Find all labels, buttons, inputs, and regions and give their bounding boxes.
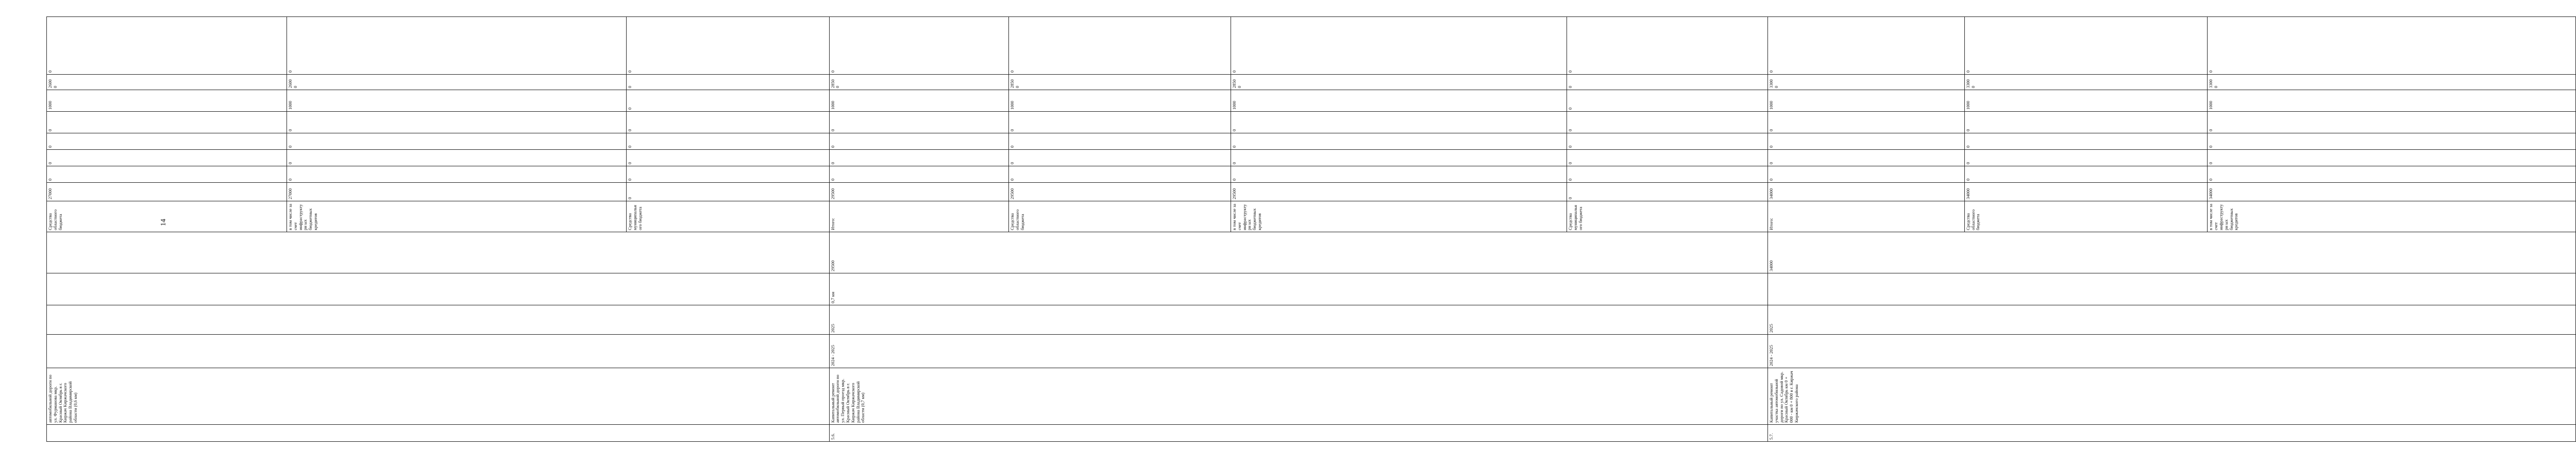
- funding-source-label: Итого:: [1768, 201, 1965, 232]
- funding-value-cell: 0: [2208, 166, 2575, 183]
- document-table-frame: [46, 17, 2239, 442]
- funding-value-cell: 0: [2208, 112, 2575, 133]
- funding-value-cell: 2850 0: [1009, 75, 1231, 90]
- funding-value-cell: 0: [829, 166, 1009, 183]
- funding-value-cell: 0: [1964, 133, 2208, 150]
- funding-value-cell: 0: [1009, 150, 1231, 166]
- funding-value-cell: 0: [1231, 150, 1567, 166]
- funding-value-cell: 0: [1964, 166, 2208, 183]
- funding-value-cell: 0: [47, 17, 287, 75]
- funding-value-cell: 27000: [47, 183, 287, 201]
- funding-value-cell: 0: [1567, 112, 1768, 133]
- funding-value-cell: 27000: [287, 183, 627, 201]
- funding-source-label: Средства областного бюджета: [47, 201, 287, 232]
- rotated-table-container: [46, 17, 2239, 442]
- measure-number-cell: 5.6.: [829, 425, 1767, 442]
- funding-value-cell: 3300 0: [2208, 75, 2575, 90]
- page-number: 14: [160, 219, 167, 226]
- funding-value-cell: 0: [1231, 17, 1567, 75]
- funding-value-cell: 0: [287, 166, 627, 183]
- funding-value-cell: 29500: [829, 183, 1009, 201]
- funding-value-cell: 0: [1567, 183, 1768, 201]
- measure-name-cell: автомобильной дороги по ул. Фурманова мкр. Красный Октябрь в г. Киржач Киржачского района Владимирской области (0,6 км): [47, 368, 830, 425]
- funding-value-cell: 0: [627, 166, 830, 183]
- funding-value-cell: 34000: [1964, 183, 2208, 201]
- funding-source-label: Средства областного бюджета: [1009, 201, 1231, 232]
- funding-value-cell: 0: [1768, 133, 1965, 150]
- measure-number-cell: 5.7.: [1768, 425, 2576, 442]
- funding-value-cell: 0: [829, 150, 1009, 166]
- funding-value-cell: 0: [47, 150, 287, 166]
- funding-value-cell: 2600 0: [47, 75, 287, 90]
- funding-value-cell: 0: [1567, 90, 1768, 112]
- implementation-period-cell: 2024 - 2025: [1768, 335, 2576, 368]
- funding-value-cell: 0: [1768, 150, 1965, 166]
- capacity-cell: [47, 273, 830, 305]
- implementation-period-cell: [47, 335, 830, 368]
- funding-value-cell: 0: [1768, 166, 1965, 183]
- funding-value-cell: 3300 0: [1964, 75, 2208, 90]
- program-measures-table: [46, 16, 2576, 442]
- funding-value-cell: 1000: [1009, 90, 1231, 112]
- funding-value-cell: 0: [627, 90, 830, 112]
- measure-number-cell: [47, 425, 830, 442]
- funding-value-cell: 0: [1009, 133, 1231, 150]
- funding-value-cell: 1000: [1964, 90, 2208, 112]
- funding-value-cell: 1000: [2208, 90, 2575, 112]
- funding-value-cell: 0: [627, 75, 830, 90]
- funding-value-cell: 0: [829, 17, 1009, 75]
- funding-value-cell: 0: [1567, 75, 1768, 90]
- funding-source-label: Средства муниципального бюджета: [1567, 201, 1768, 232]
- funding-value-cell: 2600 0: [287, 75, 627, 90]
- funding-value-cell: 0: [287, 150, 627, 166]
- funding-source-label: Итого:: [829, 201, 1009, 232]
- funding-value-cell: 0: [1009, 17, 1231, 75]
- funding-value-cell: 0: [627, 150, 830, 166]
- funding-value-cell: 34000: [1768, 183, 1965, 201]
- commissioning-year-cell: [47, 305, 830, 335]
- funding-value-cell: 0: [1768, 17, 1965, 75]
- table-row: [1768, 17, 1965, 442]
- funding-value-cell: 0: [1567, 150, 1768, 166]
- funding-value-cell: 29500: [1231, 183, 1567, 201]
- funding-value-cell: 0: [1009, 112, 1231, 133]
- funding-value-cell: 0: [1768, 112, 1965, 133]
- measure-name-cell: Капитальный ремонт участка автомобильной дороги по ул. Садовой мкр. Красный Октябрь км 0 + 000 - км 0 + 800 в г. Киржач Киржачского района: [1768, 368, 2576, 425]
- funding-value-cell: 2850 0: [1231, 75, 1567, 90]
- funding-value-cell: 0: [1231, 133, 1567, 150]
- funding-value-cell: 0: [627, 17, 830, 75]
- funding-value-cell: 0: [1009, 166, 1231, 183]
- table-row: [829, 17, 1009, 442]
- funding-value-cell: 0: [287, 17, 627, 75]
- funding-source-label: Средства областного бюджета: [1964, 201, 2208, 232]
- funding-value-cell: 1000: [1231, 90, 1567, 112]
- funding-value-cell: 0: [1231, 112, 1567, 133]
- funding-value-cell: 0: [47, 112, 287, 133]
- funding-value-cell: 0: [1567, 166, 1768, 183]
- funding-value-cell: 0: [1567, 133, 1768, 150]
- funding-value-cell: 2850 0: [829, 75, 1009, 90]
- funding-value-cell: 0: [287, 112, 627, 133]
- funding-value-cell: 3300 0: [1768, 75, 1965, 90]
- funding-source-label: в том числе за счет инфраструктурн ых бюджетных кредитов: [1231, 201, 1567, 232]
- funding-value-cell: 0: [1964, 112, 2208, 133]
- funding-value-cell: 1000: [1768, 90, 1965, 112]
- funding-value-cell: 0: [829, 112, 1009, 133]
- funding-value-cell: 0: [829, 133, 1009, 150]
- commissioning-year-cell: 2025: [1768, 305, 2576, 335]
- commissioning-year-cell: 2025: [829, 305, 1767, 335]
- funding-value-cell: 0: [1964, 17, 2208, 75]
- funding-value-cell: 1000: [47, 90, 287, 112]
- funding-value-cell: 0: [2208, 150, 2575, 166]
- funding-value-cell: 0: [2208, 133, 2575, 150]
- funding-value-cell: 0: [1231, 166, 1567, 183]
- funding-value-cell: 1000: [829, 90, 1009, 112]
- funding-value-cell: 0: [47, 166, 287, 183]
- funding-value-cell: 0: [1964, 150, 2208, 166]
- funding-value-cell: 0: [627, 183, 830, 201]
- funding-value-cell: 0: [2208, 17, 2575, 75]
- capacity-cell: [1768, 273, 2576, 305]
- funding-value-cell: 29500: [1009, 183, 1231, 201]
- funding-source-label: Средства муниципального бюджета: [627, 201, 830, 232]
- total-cost-cell: 29500: [829, 232, 1767, 273]
- capacity-cell: 0,7 км: [829, 273, 1767, 305]
- implementation-period-cell: 2024 - 2025: [829, 335, 1767, 368]
- funding-value-cell: 0: [627, 133, 830, 150]
- funding-source-label: в том числе за счет инфраструктурн ых бюджетных кредитов: [2208, 201, 2575, 232]
- funding-value-cell: 0: [1567, 17, 1768, 75]
- funding-value-cell: 1000: [287, 90, 627, 112]
- funding-value-cell: 0: [287, 133, 627, 150]
- table-row: [47, 17, 287, 442]
- funding-source-label: в том числе за счет инфраструктурн ых бюджетных кредитов: [287, 201, 627, 232]
- measure-name-cell: Капитальный ремонт автомобильной дороги по ул. Первый проезд мкр. Красный Октябрь в г. Киржач Киржачского района Владимирской области (0,7 км): [829, 368, 1767, 425]
- funding-value-cell: 0: [47, 133, 287, 150]
- total-cost-cell: [47, 232, 830, 273]
- funding-value-cell: 0: [627, 112, 830, 133]
- funding-value-cell: 34000: [2208, 183, 2575, 201]
- total-cost-cell: 34000: [1768, 232, 2576, 273]
